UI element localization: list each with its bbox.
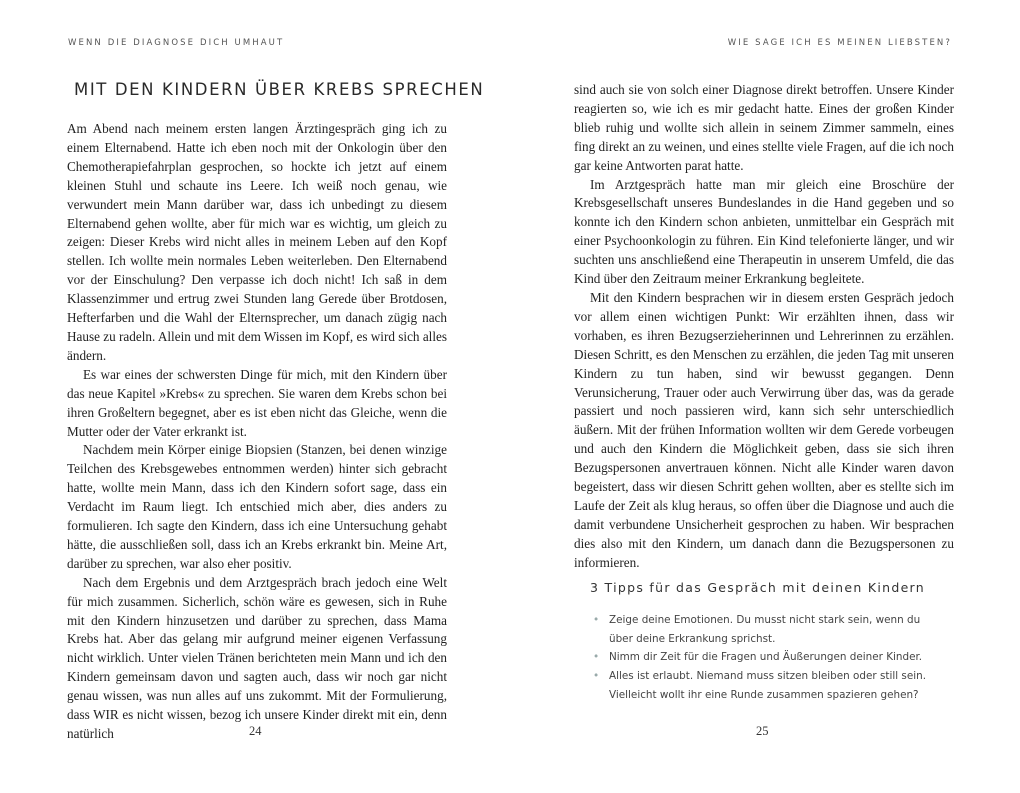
right-body-text bbox=[574, 81, 954, 573]
paragraph: Nachdem mein Körper einige Biopsien (Stanzen, bei denen winzige Teilchen des Krebsgewebes entnommen werden) hinter sich gebracht hatte, wollte mein Mann, dass ich den Kindern sofort sage, dass ein Verdacht im Raum liegt. Ich entschied mich aber, dies anders zu formulieren. Ich sagte den Kindern, dass ich eine Untersuchung gehabt hätte, die ausschließen soll, dass ich an Krebs erkrankt bin. Meine Art, darüber zu sprechen, war also eher positiv. bbox=[67, 442, 447, 571]
tip-text: Zeige deine Emotionen. Du musst nicht stark sein, wenn du über deine Erkrankung sprichst. bbox=[609, 614, 921, 645]
bullet-icon: • bbox=[593, 614, 600, 626]
bullet-icon: • bbox=[593, 651, 600, 664]
paragraph: Nach dem Ergebnis und dem Arztgespräch brach jedoch eine Welt für mich zusammen. Sicherlich, schön wäre es gewesen, sich in Ruhe mit den Kindern hinzusetzen und darüber zu sprechen, dass Mama Krebs hat. Aber das gelang mir aufgrund meiner eigenen Verfassung nicht wirklich. Unter vielen Tränen berichteten mein Mann und ich den Kindern gemeinsam davon und sagten auch, dass wir noch gar nicht genau wissen, was nun alles auf uns zukommt. Mit der Formulierung, dass WIR es nicht wissen, bezog ich unsere Kinder direkt mit ein, denn natürlich bbox=[67, 574, 447, 741]
left-body-text bbox=[67, 120, 447, 744]
tip-item bbox=[593, 648, 933, 667]
paragraph: Am Abend nach meinem ersten langen Ärztingespräch ging ich zu einem Elternabend. Hatte ich eben noch mit der Onkologin über den Chemotherapiefahrplan gesprochen, so hockte ich jetzt auf einem kleinen Stuhl und schaute ins Leere. Ich weiß noch genau, wie verwundert mein Mann darüber war, dass ich unbedingt zu diesem Elternabend gehen wollte, aber für mich war es wichtig, um gleich zu zeigen: Dieser Krebs wird nicht alles in meinem Leben auf den Kopf stellen. Ich wollte mein normales Leben weiterleben. Den Elternabend vor der Einschulung? Den verpasse ich doch nicht! Ich saß in dem Klassenzimmer und ertrug zwei Stunden lang Gerede über Brotdosen, Hefterfarben und die Wahl der Elternsprecher, um danach zügig nach Hause zu radeln. Allein und mit dem Wissen im Kopf, es wird sich alles ändern. bbox=[67, 121, 447, 363]
paragraph: Es war eines der schwersten Dinge für mich, mit den Kindern über das neue Kapitel »Krebs« zu sprechen. Sie waren dem Krebs schon bei ihren Großeltern begegnet, aber es ist eben nicht das Gleiche, wenn die Mutter oder der Vater erkrankt ist. bbox=[67, 366, 447, 439]
paragraph: Im Arztgespräch hatte man mir gleich eine Broschüre der Krebsgesellschaft unseres Bundeslandes in die Hand gegeben und so konnte ich den Kindern schon anbieten, unmittelbar ein Gespräch mit einer Psychoonkologin zu führen. Ein Kind telefonierte länger, und wir suchten uns anschließend eine Therapeutin in unserem Umfeld, die das Kind über den Zeitraum meiner Erkrankung begleitete. bbox=[574, 176, 954, 287]
tip-text: Nimm dir Zeit für die Fragen und Äußerungen deiner Kinder. bbox=[609, 651, 923, 664]
tip-item bbox=[593, 667, 933, 704]
chapter-title: MIT DEN KINDERN ÜBER KREBS SPRECHEN bbox=[74, 80, 485, 99]
running-head-right: WIE SAGE ICH ES MEINEN LIEBSTEN? bbox=[727, 38, 952, 48]
bullet-icon: • bbox=[593, 670, 600, 683]
page-number-left: 24 bbox=[249, 724, 262, 738]
page-number-right: 25 bbox=[756, 724, 769, 738]
paragraph: sind auch sie von solch einer Diagnose direkt betroffen. Unsere Kinder reagierten so, wie ich es mir gedacht hatte. Eines der großen Kinder blieb ruhig und wollte sich allein in seinem Zimmer sammeln, eines fing direkt an zu weinen, und eines stellte viele Fragen, auf die ich noch gar keine Antworten parat hatte. bbox=[574, 82, 954, 173]
tips-list bbox=[593, 611, 933, 705]
running-head-left: WENN DIE DIAGNOSE DICH UMHAUT bbox=[68, 38, 285, 48]
paragraph: Mit den Kindern besprachen wir in diesem ersten Gespräch jedoch vor allem einen wichtigen Punkt: Wir erzählten ihnen, dass wir vorhaben, es ihren Bezugserzieherinnen und Lehrerinnen zu erzählen. Diesen Schritt, es den Menschen zu erzählen, die jeden Tag mit unseren Kindern zu tun haben, sind wir bewusst gegangen. Denn Verunsicherung, Trauer oder auch Verwirrung über das, was da gerade passiert und noch passieren wird, kann sich sehr unterschiedlich äußern. Mit der frühen Information wollten wir dem Gerede vorbeugen und auch den Kindern die Möglichkeit geben, dass sie sich ihren Bezugspersonen anvertrauen können. Nicht alle Kinder waren davon begeistert, dass wir diesen Schritt gehen wollten, aber es stellte sich im Laufe der Zeit als klug heraus, so offen über die Diagnose und auch die damit verbundene Unsicherheit gesprochen zu haben. Wir besprachen dies also mit den Kindern, um danach dann die Bezugspersonen zu informieren. bbox=[574, 289, 954, 570]
tips-heading: 3 Tipps für das Gespräch mit deinen Kindern bbox=[590, 580, 926, 595]
tip-text: Alles ist erlaubt. Niemand muss sitzen bleiben oder still sein. Vielleicht wollt ihr eine Runde zusammen spazieren gehen? bbox=[609, 670, 927, 701]
tip-item bbox=[593, 611, 933, 648]
